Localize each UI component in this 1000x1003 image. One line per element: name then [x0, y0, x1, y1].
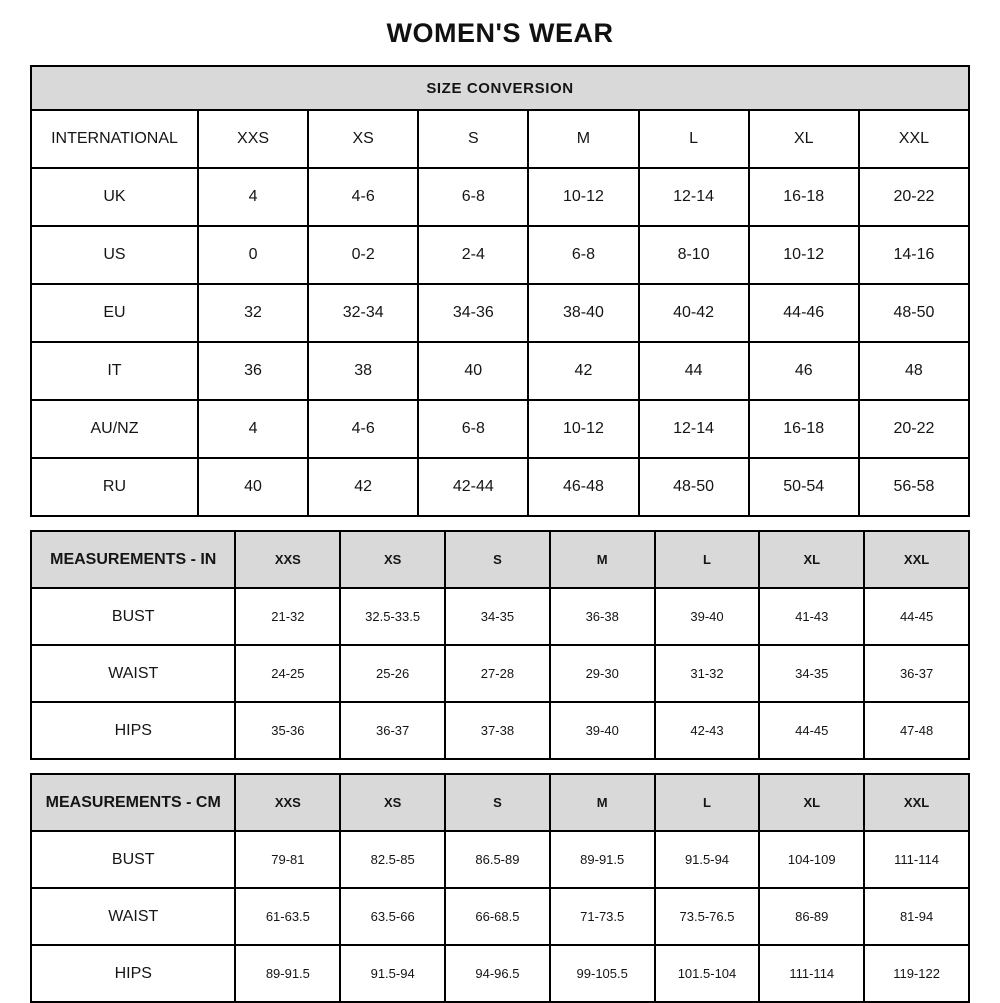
size-value-cell: S: [418, 110, 528, 168]
size-value-cell: 6-8: [528, 226, 638, 284]
size-value-cell: 34-36: [418, 284, 528, 342]
table-row: [31, 342, 969, 400]
header-label-cell: MEASUREMENTS - CM: [31, 774, 235, 831]
size-value-cell: 44: [639, 342, 749, 400]
row-label-cell: BUST: [31, 588, 235, 645]
size-value-cell: 6-8: [418, 168, 528, 226]
row-label-cell: US: [31, 226, 198, 284]
size-value-cell: 34-35: [759, 645, 864, 702]
size-header-cell: XL: [759, 531, 864, 588]
size-value-cell: 71-73.5: [550, 888, 655, 945]
size-value-cell: 101.5-104: [655, 945, 760, 1002]
size-value-cell: 104-109: [759, 831, 864, 888]
size-value-cell: 2-4: [418, 226, 528, 284]
size-value-cell: 16-18: [749, 168, 859, 226]
size-value-cell: 111-114: [759, 945, 864, 1002]
size-header-cell: XXL: [864, 774, 969, 831]
size-value-cell: 91.5-94: [340, 945, 445, 1002]
size-value-cell: 32: [198, 284, 308, 342]
size-value-cell: 50-54: [749, 458, 859, 516]
size-value-cell: 47-48: [864, 702, 969, 759]
size-value-cell: 61-63.5: [235, 888, 340, 945]
table-header-row: [31, 531, 969, 588]
row-label-cell: INTERNATIONAL: [31, 110, 198, 168]
size-value-cell: 10-12: [528, 168, 638, 226]
size-value-cell: 41-43: [759, 588, 864, 645]
table-header-row: [31, 774, 969, 831]
size-value-cell: 10-12: [528, 400, 638, 458]
table-row: [31, 168, 969, 226]
measurements-cm-table: [30, 773, 970, 1003]
size-header-cell: XS: [340, 774, 445, 831]
size-value-cell: 10-12: [749, 226, 859, 284]
size-value-cell: 4-6: [308, 168, 418, 226]
table-row: [31, 888, 969, 945]
size-value-cell: 79-81: [235, 831, 340, 888]
row-label-cell: WAIST: [31, 645, 235, 702]
row-label-cell: AU/NZ: [31, 400, 198, 458]
size-value-cell: 20-22: [859, 400, 969, 458]
size-value-cell: 8-10: [639, 226, 749, 284]
size-value-cell: 21-32: [235, 588, 340, 645]
size-value-cell: 36-37: [340, 702, 445, 759]
size-value-cell: 32.5-33.5: [340, 588, 445, 645]
size-value-cell: 82.5-85: [340, 831, 445, 888]
size-value-cell: 31-32: [655, 645, 760, 702]
size-value-cell: XL: [749, 110, 859, 168]
size-value-cell: 46-48: [528, 458, 638, 516]
size-value-cell: 38-40: [528, 284, 638, 342]
size-header-cell: M: [550, 774, 655, 831]
size-value-cell: 40: [418, 342, 528, 400]
table-row: [31, 702, 969, 759]
size-value-cell: 20-22: [859, 168, 969, 226]
page-title: WOMEN'S WEAR: [386, 18, 614, 48]
size-header-cell: S: [445, 774, 550, 831]
row-label-cell: WAIST: [31, 888, 235, 945]
row-label-cell: BUST: [31, 831, 235, 888]
table-row: [31, 831, 969, 888]
size-value-cell: 34-35: [445, 588, 550, 645]
size-value-cell: XXL: [859, 110, 969, 168]
size-value-cell: 44-46: [749, 284, 859, 342]
size-value-cell: 24-25: [235, 645, 340, 702]
size-value-cell: 89-91.5: [235, 945, 340, 1002]
size-value-cell: 25-26: [340, 645, 445, 702]
size-value-cell: 0-2: [308, 226, 418, 284]
size-value-cell: 73.5-76.5: [655, 888, 760, 945]
size-value-cell: 40-42: [639, 284, 749, 342]
table-row: [31, 284, 969, 342]
size-header-cell: XXS: [235, 774, 340, 831]
size-value-cell: 42: [308, 458, 418, 516]
size-value-cell: 38: [308, 342, 418, 400]
size-value-cell: 36-38: [550, 588, 655, 645]
table-row: [31, 645, 969, 702]
size-value-cell: 39-40: [550, 702, 655, 759]
size-value-cell: 111-114: [864, 831, 969, 888]
size-header-cell: XL: [759, 774, 864, 831]
table-row: [31, 588, 969, 645]
row-label-cell: HIPS: [31, 702, 235, 759]
size-conversion-table: [30, 65, 970, 517]
size-header-cell: L: [655, 531, 760, 588]
size-value-cell: 94-96.5: [445, 945, 550, 1002]
table-row: [31, 110, 969, 168]
size-value-cell: 66-68.5: [445, 888, 550, 945]
measurements-in-table: [30, 530, 970, 760]
size-value-cell: 44-45: [864, 588, 969, 645]
row-label-cell: RU: [31, 458, 198, 516]
size-value-cell: 4: [198, 168, 308, 226]
size-value-cell: 4: [198, 400, 308, 458]
size-value-cell: 0: [198, 226, 308, 284]
size-value-cell: 63.5-66: [340, 888, 445, 945]
row-label-cell: HIPS: [31, 945, 235, 1002]
size-value-cell: 48-50: [859, 284, 969, 342]
size-header-cell: XS: [340, 531, 445, 588]
size-value-cell: XXS: [198, 110, 308, 168]
size-value-cell: XS: [308, 110, 418, 168]
table-row: [31, 945, 969, 1002]
size-value-cell: 46: [749, 342, 859, 400]
size-value-cell: 12-14: [639, 168, 749, 226]
size-value-cell: 119-122: [864, 945, 969, 1002]
size-value-cell: 36-37: [864, 645, 969, 702]
row-label-cell: EU: [31, 284, 198, 342]
row-label-cell: IT: [31, 342, 198, 400]
size-value-cell: 6-8: [418, 400, 528, 458]
size-value-cell: 27-28: [445, 645, 550, 702]
size-value-cell: 86-89: [759, 888, 864, 945]
size-value-cell: L: [639, 110, 749, 168]
size-value-cell: 14-16: [859, 226, 969, 284]
table-title-row: [31, 66, 969, 110]
table-row: [31, 458, 969, 516]
size-header-cell: L: [655, 774, 760, 831]
size-value-cell: 36: [198, 342, 308, 400]
header-label-cell: MEASUREMENTS - IN: [31, 531, 235, 588]
size-value-cell: 48-50: [639, 458, 749, 516]
size-value-cell: 89-91.5: [550, 831, 655, 888]
size-header-cell: M: [550, 531, 655, 588]
size-value-cell: 4-6: [308, 400, 418, 458]
size-value-cell: 29-30: [550, 645, 655, 702]
size-header-cell: XXL: [864, 531, 969, 588]
size-value-cell: 99-105.5: [550, 945, 655, 1002]
table-row: [31, 226, 969, 284]
size-value-cell: 37-38: [445, 702, 550, 759]
size-header-cell: XXS: [235, 531, 340, 588]
size-value-cell: 91.5-94: [655, 831, 760, 888]
size-value-cell: 39-40: [655, 588, 760, 645]
size-header-cell: S: [445, 531, 550, 588]
size-value-cell: 42-43: [655, 702, 760, 759]
size-value-cell: 86.5-89: [445, 831, 550, 888]
size-value-cell: 16-18: [749, 400, 859, 458]
table-row: [31, 400, 969, 458]
size-value-cell: 81-94: [864, 888, 969, 945]
table-title: SIZE CONVERSION: [31, 66, 969, 110]
row-label-cell: UK: [31, 168, 198, 226]
size-value-cell: 35-36: [235, 702, 340, 759]
size-value-cell: 56-58: [859, 458, 969, 516]
size-value-cell: 48: [859, 342, 969, 400]
size-value-cell: 12-14: [639, 400, 749, 458]
size-value-cell: 44-45: [759, 702, 864, 759]
size-value-cell: 32-34: [308, 284, 418, 342]
size-value-cell: 40: [198, 458, 308, 516]
size-value-cell: 42: [528, 342, 638, 400]
size-value-cell: M: [528, 110, 638, 168]
size-value-cell: 42-44: [418, 458, 528, 516]
